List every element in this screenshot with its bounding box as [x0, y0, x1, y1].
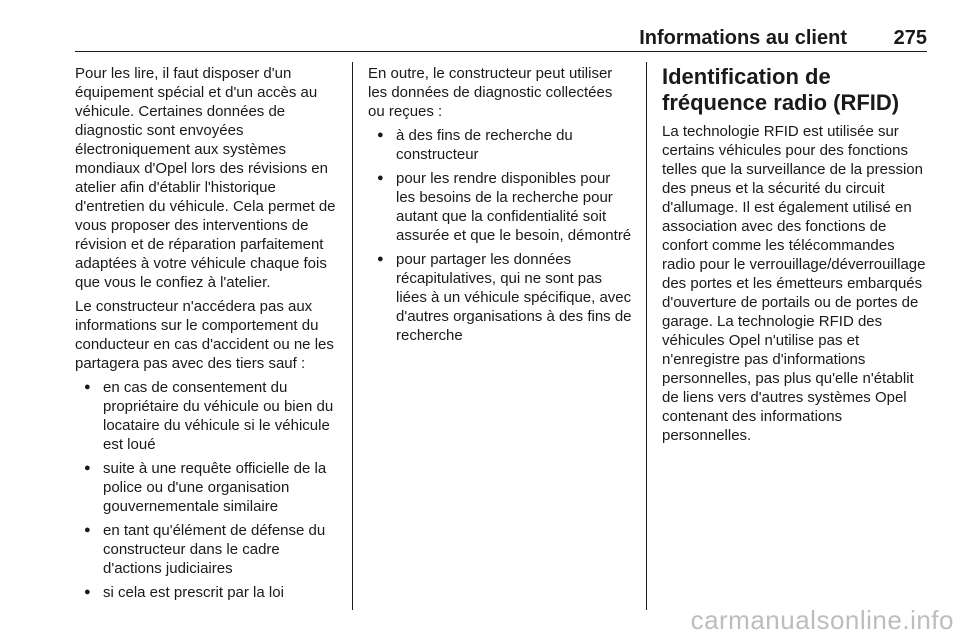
col1-paragraph-2: Le constructeur n'accédera pas aux informations sur le comportement du conducteur en cas d'accident ou ne les partagera pas avec des tiers sauf :	[75, 298, 334, 372]
page-number: 275	[893, 27, 927, 49]
col3-paragraph-1: La technologie RFID est utilisée sur certains véhicules pour des fonctions telles que la surveillance de la pression des pneus et la sécurité du circuit d'allumage. Il est également utilisé en association avec des fonctions de confort comme les télécommandes radio pour le verrouillage/déverrouillage des portes et les émetteurs embarqués d'ouverture de portails ou de portes de garage. La technologie RFID des véhicules Opel n'utilise pas et n'enregistre pas d'informations personnelles, pas plus qu'elle n'établit de liens vers d'autres systèmes Opel contenant des informations personnelles.	[662, 123, 926, 444]
watermark: carmanualsonline.info	[690, 605, 954, 635]
col2-paragraph-1: En outre, le constructeur peut utiliser les données de diagnostic collectées ou reçues :	[368, 65, 613, 120]
col1-paragraph-1: Pour les lire, il faut disposer d'un équipement spécial et d'un accès au véhicule. Certaines données de diagnostic sont envoyées électroniquement aux systèmes mondiaux d'Opel lors des révisions en atelier afin d'établir l'historique d'entretien du véhicule. Cela permet de vous proposer des interventions de révision et de réparation parfaitement adaptées à votre véhicule chaque fois que vous le confiez à l'atelier.	[75, 65, 336, 291]
col1-bullet-list	[75, 378, 339, 602]
page-header	[75, 22, 927, 50]
list-item: ● en cas de consentement du propriétaire du véhicule ou bien du locataire du véhicule si le véhicule est loué	[75, 378, 339, 454]
list-item: ● pour partager les données récapitulatives, qui ne sont pas liées à un véhicule spécifique, avec d'autres organisations à des fins de recherche	[368, 250, 632, 345]
section-heading-rfid: Identification de fréquence radio (RFID)	[662, 64, 900, 115]
column-divider-1	[352, 62, 353, 610]
header-rule	[75, 51, 927, 52]
col2-bullet-list	[368, 126, 632, 345]
column-middle	[368, 64, 632, 350]
column-divider-2	[646, 62, 647, 610]
list-item: ● en tant qu'élément de défense du constructeur dans le cadre d'actions judiciaires	[75, 521, 339, 578]
list-item: ● pour les rendre disponibles pour les besoins de la recherche pour autant que la confidentialité soit assurée et que le besoin, démontré	[368, 169, 632, 245]
list-item: ● suite à une requête officielle de la police ou d'une organisation gouvernementale similaire	[75, 459, 339, 516]
column-left	[75, 64, 339, 607]
list-item: ● à des fins de recherche du constructeur	[368, 126, 632, 164]
list-item: ● si cela est prescrit par la loi	[75, 583, 339, 602]
column-right	[662, 64, 926, 450]
header-title: Informations au client	[639, 27, 847, 49]
